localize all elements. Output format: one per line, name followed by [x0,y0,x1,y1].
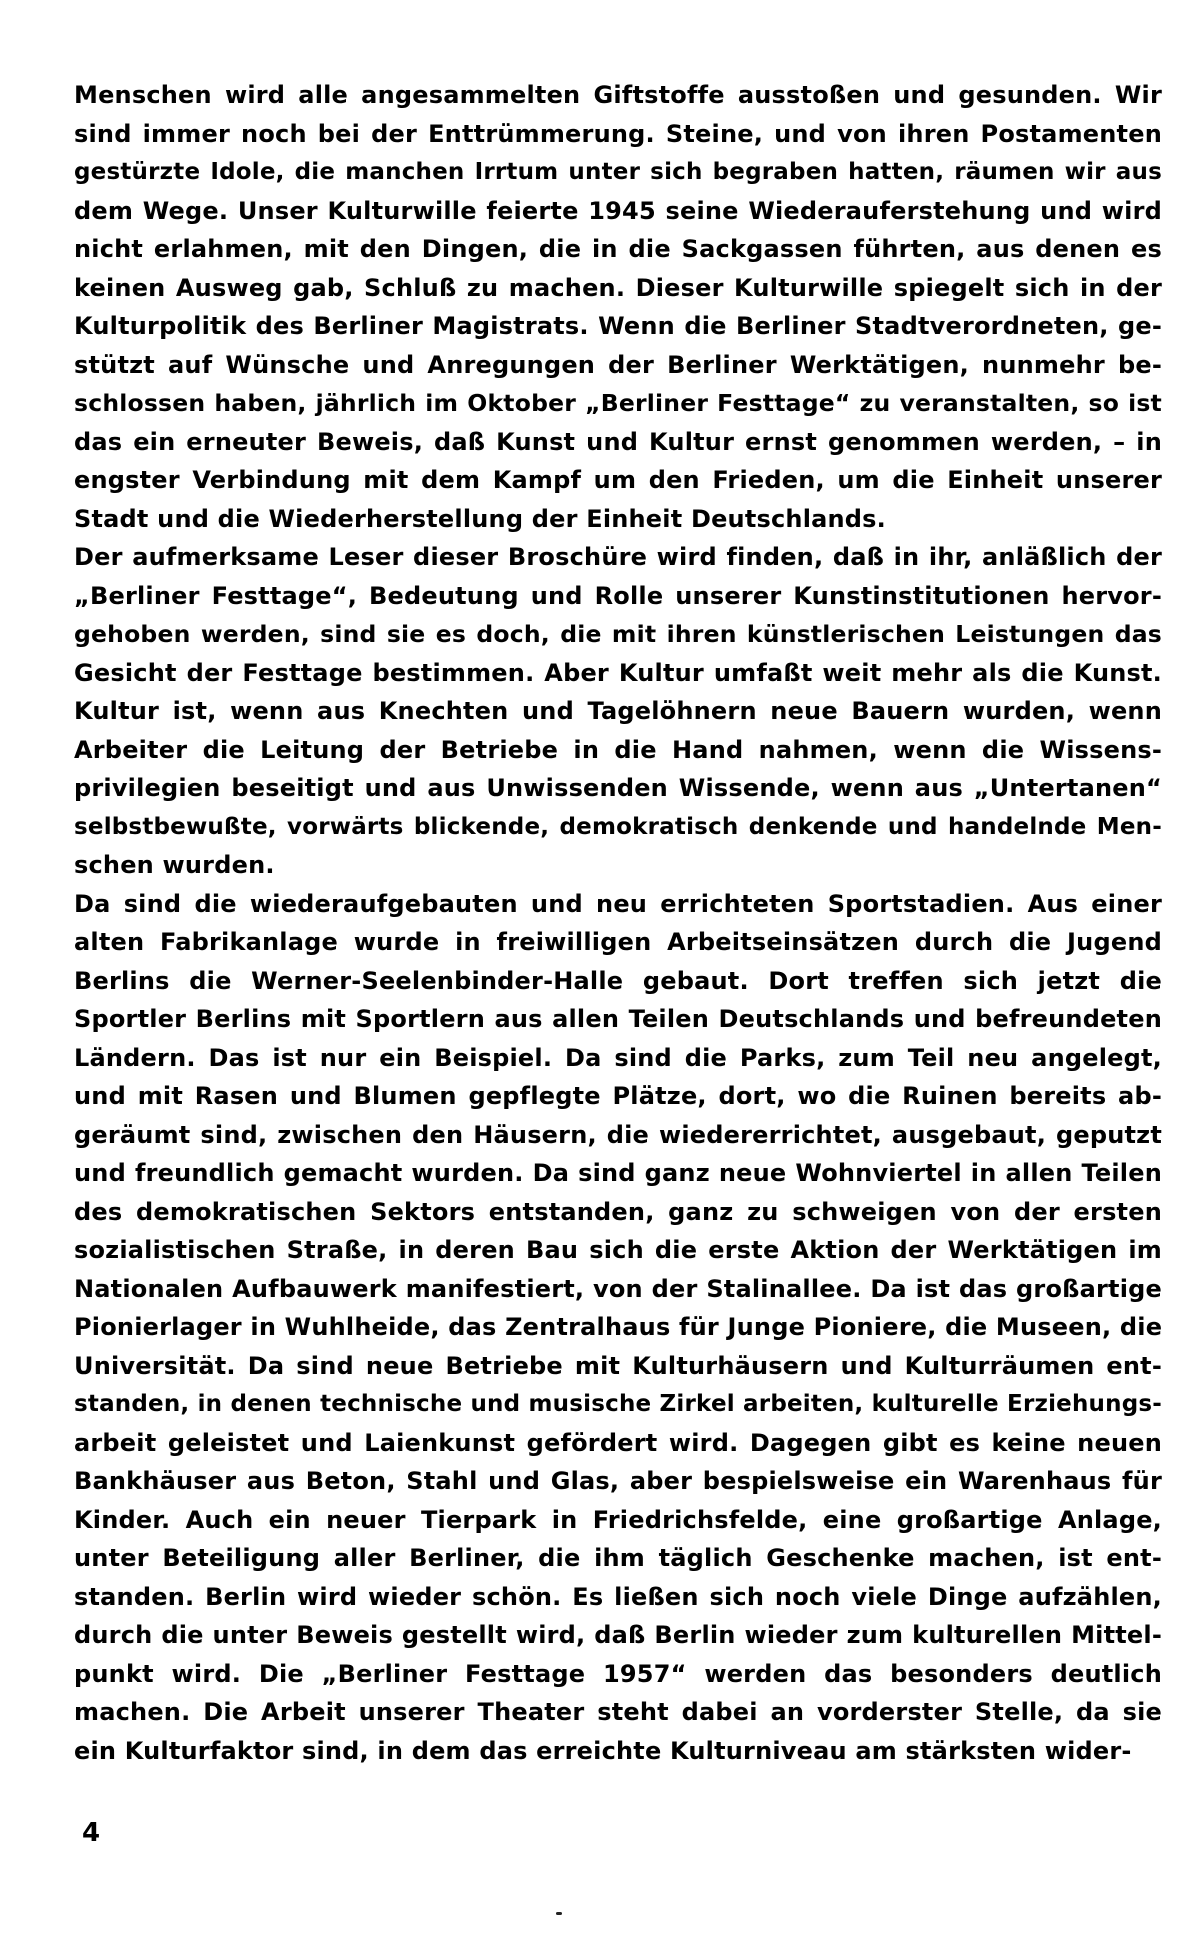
text-line: Berlins die Werner-Seelenbinder-Halle gebaut. Dort treffen sich jetzt die [74,966,1162,995]
paragraph [74,538,1162,885]
text-line: Da sind die wiederaufgebauten und neu errichteten Sportstadien. Aus einer [74,889,1162,918]
text-line: Kinder. Auch ein neuer Tierpark in Friedrichsfelde, eine großartige Anlage, [74,1505,1162,1534]
text-line: standen, in denen technische und musische Zirkel arbeiten, kulturelle Erziehungs- [74,1391,1162,1417]
text-line: Bankhäuser aus Beton, Stahl und Glas, aber bespielsweise ein Warenhaus für [74,1467,1162,1495]
text-line: durch die unter Beweis gestellt wird, daß Berlin wieder zum kulturellen Mittel- [74,1621,1162,1649]
text-line: nicht erlahmen, mit den Dingen, die in die Sackgassen führten, aus denen es [74,235,1162,263]
text-line: Nationalen Aufbauwerk manifestiert, von der Stalinallee. Da ist das großartige [74,1274,1162,1303]
text-line: geräumt sind, zwischen den Häusern, die wiedererrichtet, ausgebaut, geputzt [74,1120,1162,1149]
paragraph [74,76,1162,538]
text-line: Universität. Da sind neue Betriebe mit Kulturhäusern und Kulturräumen ent- [74,1351,1162,1380]
text-line: unter Beteiligung aller Berliner, die ihm täglich Geschenke machen, ist ent- [74,1544,1162,1572]
text-line: ein Kulturfaktor sind, in dem das erreichte Kulturniveau am stärksten wider- [74,1736,1132,1765]
text-line: Arbeiter die Leitung der Betriebe in die Hand nahmen, wenn die Wissens- [74,735,1162,764]
text-line: stützt auf Wünsche und Anregungen der Berliner Werktätigen, nunmehr be- [74,350,1162,379]
text-line: Kulturpolitik des Berliner Magistrats. Wenn die Berliner Stadtverordneten, ge- [74,312,1162,340]
text-line: privilegien beseitigt und aus Unwissenden Wissende, wenn aus „Untertanen“ [74,774,1162,802]
text-line: Sportler Berlins mit Sportlern aus allen Teilen Deutschlands und befreundeten [74,1005,1162,1033]
text-line: des demokratischen Sektors entstanden, ganz zu schweigen von der ersten [74,1197,1162,1226]
text-line: dem Wege. Unser Kulturwille feierte 1945 seine Wiederauferstehung und wird [74,196,1162,225]
text-line: und freundlich gemacht wurden. Da sind ganz neue Wohnviertel in allen Teilen [74,1159,1162,1187]
text-line: Kultur ist, wenn aus Knechten und Tagelöhnern neue Bauern wurden, wenn [74,697,1162,725]
text-line: selbstbewußte, vorwärts blickende, demokratisch denkende und handelnde Men- [74,813,1162,840]
text-line: Ländern. Das ist nur ein Beispiel. Da sind die Parks, zum Teil neu angelegt, [74,1043,1162,1072]
text-line: und mit Rasen und Blumen gepflegte Plätze, dort, wo die Ruinen bereits ab- [74,1082,1162,1110]
text-line: Der aufmerksame Leser dieser Broschüre wird finden, daß in ihr, anläßlich der [74,543,1162,571]
text-line: engster Verbindung mit dem Kampf um den Frieden, um die Einheit unserer [74,466,1162,494]
text-line: punkt wird. Die „Berliner Festtage 1957“ werden das besonders deutlich [74,1659,1162,1688]
text-line: Stadt und die Wiederherstellung der Einheit Deutschlands. [74,504,886,533]
text-line: schlossen haben, jährlich im Oktober „Berliner Festtage“ zu veranstalten, so ist [74,389,1162,417]
text-line: „Berliner Festtage“, Bedeutung und Rolle unserer Kunstinstitutionen hervor- [74,581,1162,610]
text-line: alten Fabrikanlage wurde in freiwilligen Arbeitseinsätzen durch die Jugend [74,928,1162,956]
text-line: sozialistischen Straße, in deren Bau sich die erste Aktion der Werktätigen im [74,1236,1162,1264]
text-line: gehoben werden, sind sie es doch, die mit ihren künstlerischen Leistungen das [74,620,1162,648]
page-number: 4 [82,1818,101,1848]
text-line: arbeit geleistet und Laienkunst gefördert wird. Dagegen gibt es keine neuen [74,1428,1162,1457]
text-line: schen wurden. [74,851,275,879]
text-line: Gesicht der Festtage bestimmen. Aber Kultur umfaßt weit mehr als die Kunst. [74,658,1162,687]
text-line: Menschen wird alle angesammelten Giftstoffe ausstoßen und gesunden. Wir [74,81,1162,109]
text-line: keinen Ausweg gab, Schluß zu machen. Dieser Kulturwille spiegelt sich in der [74,273,1162,302]
scan-speck [556,1912,562,1915]
text-line: das ein erneuter Beweis, daß Kunst und Kultur ernst genommen werden, – in [74,427,1162,456]
paragraph [74,885,1162,1771]
text-line: gestürzte Idole, die manchen Irrtum unter sich begraben hatten, räumen wir aus [74,159,1162,185]
text-line: machen. Die Arbeit unserer Theater steht dabei an vorderster Stelle, da sie [74,1698,1162,1726]
text-line: Pionierlager in Wuhlheide, das Zentralhaus für Junge Pioniere, die Museen, die [74,1313,1163,1341]
text-line: standen. Berlin wird wieder schön. Es ließen sich noch viele Dinge aufzählen, [74,1582,1162,1611]
text-line: sind immer noch bei der Enttrümmerung. Steine, und von ihren Postamenten [74,119,1162,148]
body-text [74,76,1162,1770]
